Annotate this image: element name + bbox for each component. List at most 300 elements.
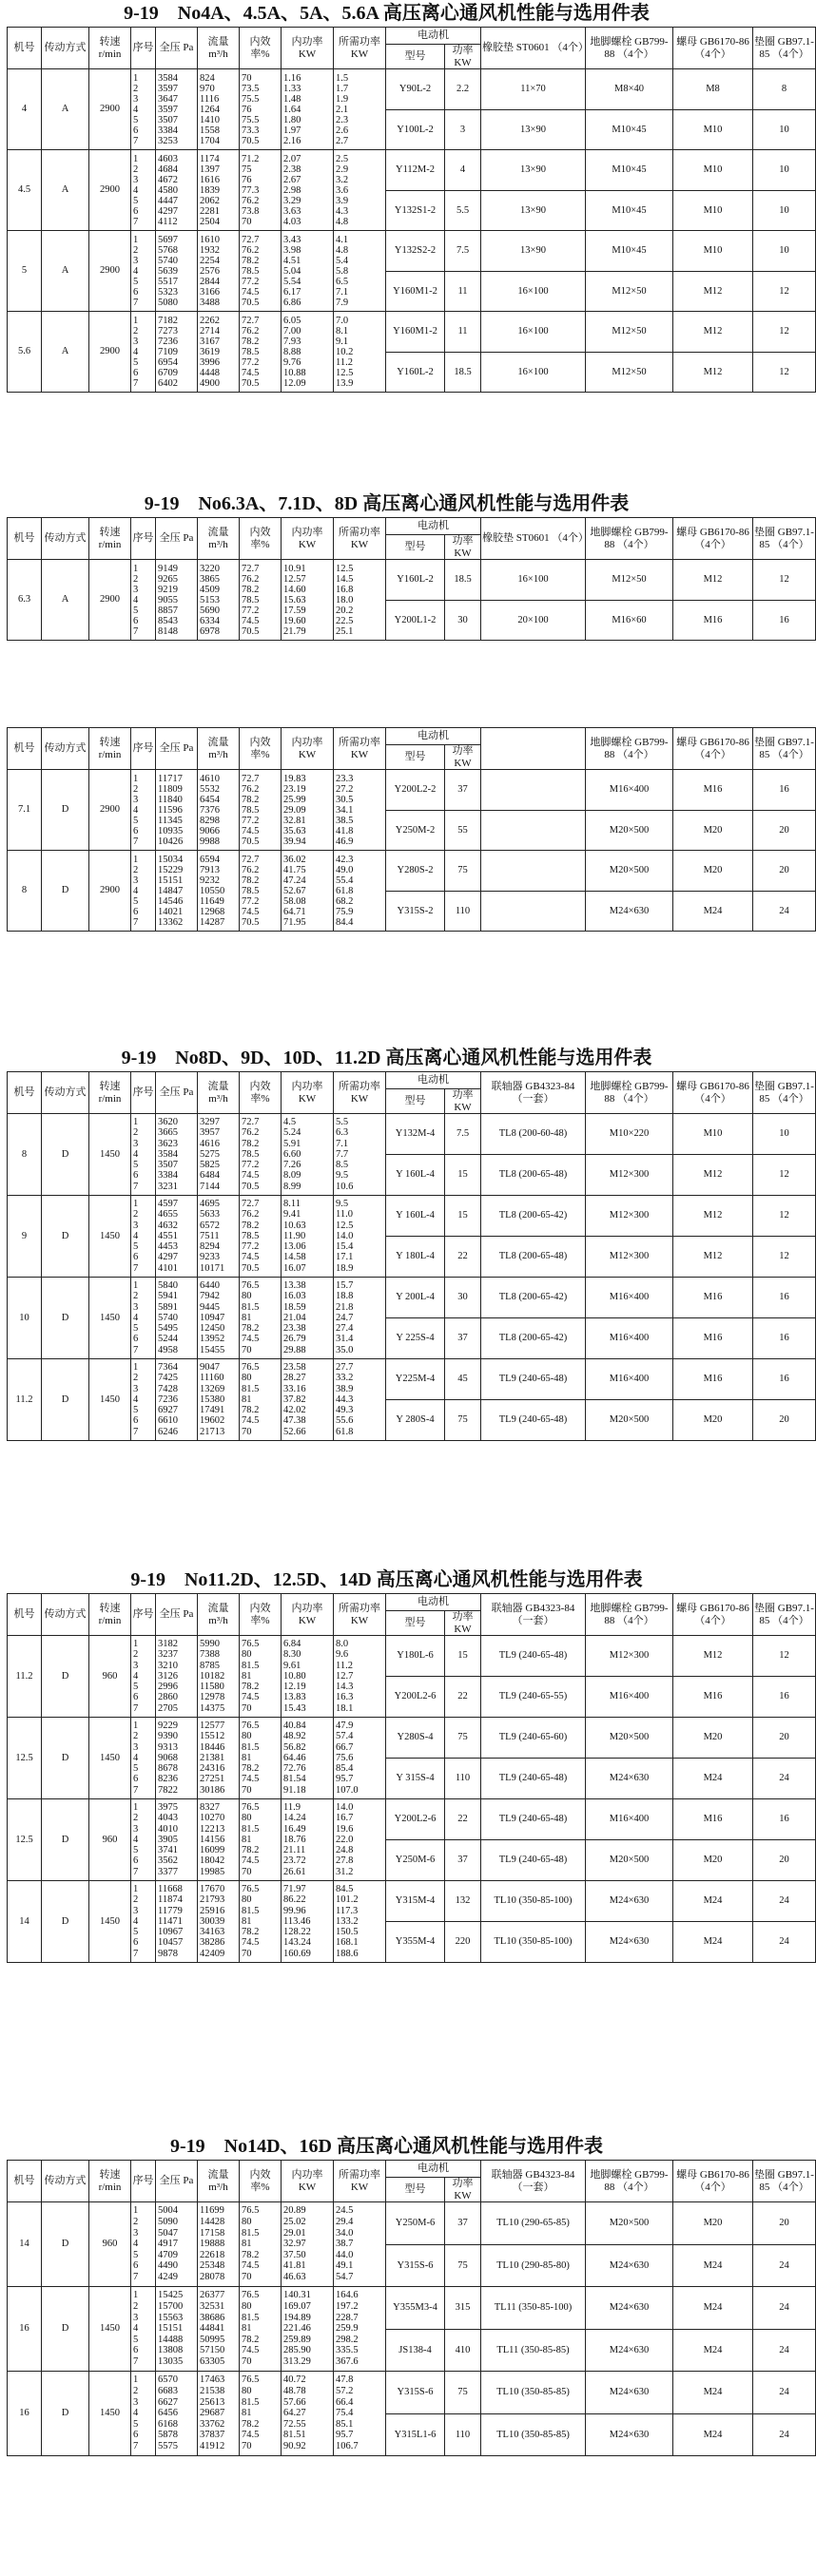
required-power-list-value: 2.3 (336, 114, 349, 125)
power-list-value: 9.76 (283, 356, 301, 368)
seq-list-value: 3 (133, 2227, 139, 2239)
seq-list-value: 1 (133, 153, 139, 164)
washer: 10 (753, 110, 816, 150)
required-power-list-value: 49.1 (336, 2260, 354, 2272)
nut: M12 (673, 560, 753, 601)
motor-power: 18.5 (445, 560, 481, 601)
group-row (8, 1799, 816, 1840)
motor-model: Y280S-4 (386, 1718, 445, 1759)
speed: 960 (89, 1636, 131, 1718)
required-power-list-value: 66.7 (336, 1741, 354, 1753)
drive-type: D (42, 1799, 89, 1881)
flow-list-value: 824 (200, 72, 215, 84)
seq-list-value: 6 (133, 125, 139, 136)
pressure-list-value: 5639 (158, 265, 178, 277)
washer: 24 (753, 2414, 816, 2456)
efficiency-list-value: 80 (242, 2301, 252, 2313)
seq-list-value: 1 (133, 2290, 139, 2301)
speed: 2900 (89, 851, 131, 932)
motor-model: Y200L1-2 (386, 601, 445, 641)
speed: 2900 (89, 69, 131, 150)
washer: 16 (753, 1359, 816, 1400)
flow-list-value: 57150 (200, 2345, 225, 2356)
power-list-value: 26.79 (283, 1334, 306, 1345)
col-header-eff: 内效率% (240, 1594, 282, 1636)
seq-list-value: 5 (133, 1763, 139, 1775)
drive-type: D (42, 851, 89, 932)
required-power-list-value: 228.7 (336, 2312, 359, 2323)
efficiency-list-value: 76.2 (242, 783, 260, 795)
nut: M20 (673, 1400, 753, 1441)
efficiency-list-value: 76.5 (242, 2290, 260, 2301)
power-list-value: 64.71 (283, 906, 306, 917)
col-header-washer: 垫圈 GB97.1-85 （4个） (753, 518, 816, 560)
seq-list (131, 1278, 156, 1359)
seq-list-value: 7 (133, 916, 139, 928)
blank-cell (481, 892, 586, 932)
drive-type: D (42, 1718, 89, 1799)
efficiency-list (240, 69, 282, 150)
power-list-value: 15.43 (283, 1702, 306, 1714)
required-power-list-value: 75.9 (336, 906, 354, 917)
power-list-value: 46.63 (283, 2271, 306, 2282)
flow-list-value: 4695 (200, 1199, 220, 1210)
seq-list-value: 5 (133, 895, 139, 907)
power-list-value: 48.78 (283, 2386, 306, 2397)
coupling: TL10 (350-85-100) (481, 1881, 586, 1922)
anchor-bolt: M12×50 (586, 312, 673, 353)
flow-list-value: 2504 (200, 216, 220, 227)
efficiency-list-value: 77.2 (242, 895, 260, 907)
pressure-list-value: 5495 (158, 1323, 178, 1335)
power-list-value: 86.22 (283, 1894, 306, 1906)
efficiency-list-value: 78.2 (242, 1220, 260, 1231)
flow-list-value: 3166 (200, 286, 220, 298)
seq-list-value: 3 (133, 1220, 139, 1231)
col-header-mpower: 功率 KW (445, 535, 481, 560)
seq-list-value: 6 (133, 1252, 139, 1263)
motor-model: Y160L-2 (386, 560, 445, 601)
rubber-pad: 20×100 (481, 601, 586, 641)
efficiency-list-value: 72.7 (242, 1117, 260, 1128)
col-header-washer: 垫圈 GB97.1-85 （4个） (753, 2161, 816, 2202)
motor-model: Y200L2-2 (386, 770, 445, 811)
pressure-list-value: 10457 (158, 1937, 184, 1949)
col-header-pressure: 全压 Pa (156, 2161, 198, 2202)
col-header-coupling: 联轴器 GB4323-84 （一套） (481, 1072, 586, 1114)
flow-list-value: 29687 (200, 2408, 225, 2419)
power-list-value: 6.86 (283, 297, 301, 308)
power-list-value: 6.05 (283, 315, 301, 326)
seq-list-value: 2 (133, 864, 139, 875)
nut: M12 (673, 1155, 753, 1196)
pressure-list-value: 4010 (158, 1823, 178, 1835)
flow-list-value: 63305 (200, 2355, 225, 2367)
efficiency-list-value: 78.5 (242, 1148, 260, 1160)
flow-list-value: 3865 (200, 573, 220, 585)
power-list-value: 128.22 (283, 1927, 311, 1938)
col-header-bolt: 地脚螺栓 GB799-88 （4个） (586, 2161, 673, 2202)
power-list-value: 47.38 (283, 1415, 306, 1427)
col-header-bolt: 地脚螺栓 GB799-88 （4个） (586, 1072, 673, 1114)
seq-list-value: 6 (133, 615, 139, 626)
power-list-value: 72.55 (283, 2418, 306, 2430)
col-header-motor: 电动机 (386, 2161, 481, 2178)
required-power-list-value: 9.6 (336, 1649, 349, 1661)
efficiency-list-value: 81 (242, 1670, 252, 1682)
pressure-list-value: 13035 (158, 2355, 184, 2367)
required-power-list-value: 1.7 (336, 83, 349, 94)
seq-list-value: 5 (133, 195, 139, 206)
motor-power: 11 (445, 312, 481, 353)
efficiency-list-value: 78.2 (242, 336, 260, 347)
required-power-list (334, 1359, 386, 1441)
motor-model: Y225M-4 (386, 1359, 445, 1400)
power-list-value: 64.46 (283, 1752, 306, 1763)
required-power-list-value: 11.2 (336, 1660, 353, 1671)
efficiency-list-value: 76.5 (242, 1362, 260, 1374)
fan-table-section (0, 0, 814, 389)
efficiency-list-value: 70 (242, 1866, 252, 1877)
pressure-list-value: 4655 (158, 1209, 178, 1221)
efficiency-list-value: 80 (242, 1291, 252, 1302)
efficiency-list-value: 70.5 (242, 836, 260, 847)
flow-list-value: 8327 (200, 1802, 220, 1814)
flow-list-value: 6572 (200, 1220, 220, 1231)
pressure-list-value: 4490 (158, 2260, 178, 2272)
power-list-value: 42.02 (283, 1405, 306, 1416)
seq-list (131, 1636, 156, 1718)
required-power-list-value: 197.2 (336, 2301, 359, 2313)
washer: 10 (753, 1114, 816, 1155)
efficiency-list (240, 1799, 282, 1881)
seq-list-value: 1 (133, 1884, 139, 1895)
required-power-list-value: 5.5 (336, 1117, 349, 1128)
seq-list-value: 6 (133, 1692, 139, 1703)
motor-model: Y250M-6 (386, 2202, 445, 2245)
seq-list-value: 1 (133, 773, 139, 784)
required-power-list (334, 1114, 386, 1196)
efficiency-list-value: 76.5 (242, 1280, 260, 1292)
power-list-value: 7.93 (283, 336, 301, 347)
pressure-list-value: 8857 (158, 605, 178, 616)
seq-list-value: 2 (133, 163, 139, 175)
machine-no: 14 (8, 2202, 42, 2287)
required-power-list-value: 11.2 (336, 356, 353, 368)
col-header-drive: 传动方式 (42, 28, 89, 69)
speed: 1450 (89, 2372, 131, 2456)
pressure-list-value: 9229 (158, 1721, 178, 1732)
efficiency-list-value: 70.5 (242, 377, 260, 389)
nut: M20 (673, 811, 753, 851)
motor-power: 2.2 (445, 69, 481, 110)
col-header-req-power: 所需功率 KW (334, 728, 386, 770)
pressure-list-value: 5575 (158, 2440, 178, 2451)
efficiency-list-value: 77.3 (242, 184, 260, 196)
seq-list (131, 1718, 156, 1799)
pressure-list-value: 5697 (158, 234, 178, 245)
power-list-value: 12.19 (283, 1682, 306, 1693)
efficiency-list-value: 80 (242, 1894, 252, 1906)
motor-model: Y250M-2 (386, 811, 445, 851)
machine-no: 12.5 (8, 1799, 42, 1881)
washer: 12 (753, 1196, 816, 1237)
flow-list-value: 6594 (200, 854, 220, 865)
efficiency-list-value: 76 (242, 104, 252, 115)
power-list-value: 6.84 (283, 1639, 301, 1650)
flow-list-value: 9988 (200, 836, 220, 847)
efficiency-list-value: 78.2 (242, 794, 260, 805)
pressure-list-value: 5768 (158, 244, 178, 256)
pressure-list (156, 2287, 198, 2372)
seq-list (131, 1799, 156, 1881)
seq-list-value: 6 (133, 2430, 139, 2441)
col-header-eff: 内效率% (240, 1072, 282, 1114)
motor-model: Y 280S-4 (386, 1400, 445, 1441)
pressure-list-value: 7364 (158, 1362, 178, 1374)
flow-list-value: 2262 (200, 315, 220, 326)
seq-list-value: 2 (133, 2386, 139, 2397)
power-list-value: 23.72 (283, 1855, 306, 1867)
flow-list-value: 13269 (200, 1383, 225, 1394)
seq-list-value: 2 (133, 1813, 139, 1824)
efficiency-list-value: 78.2 (242, 2334, 260, 2345)
anchor-bolt: M24×630 (586, 2372, 673, 2414)
nut: M24 (673, 1759, 753, 1799)
pressure-list-value: 3584 (158, 1148, 178, 1160)
pressure-list-value: 5878 (158, 2430, 178, 2441)
flow-list-value: 32531 (200, 2301, 225, 2313)
required-power-list-value: 2.6 (336, 125, 349, 136)
seq-list-value: 2 (133, 573, 139, 585)
col-header-eff: 内效率% (240, 28, 282, 69)
seq-list-value: 5 (133, 815, 139, 826)
required-power-list-value: 5.8 (336, 265, 349, 277)
seq-list-value: 1 (133, 1802, 139, 1814)
efficiency-list-value: 70.5 (242, 297, 260, 308)
required-power-list-value: 30.5 (336, 794, 354, 805)
washer: 16 (753, 601, 816, 641)
pressure-list-value: 2996 (158, 1682, 178, 1693)
efficiency-list-value: 74.5 (242, 1937, 260, 1949)
efficiency-list-value: 77.2 (242, 1160, 260, 1171)
pressure-list-value: 15563 (158, 2312, 184, 2323)
power-list-value: 17.59 (283, 605, 306, 616)
pressure-list-value: 6456 (158, 2408, 178, 2419)
rubber-pad: 13×90 (481, 150, 586, 191)
pressure-list-value: 3584 (158, 72, 178, 84)
machine-no: 5 (8, 231, 42, 312)
efficiency-list-value: 81.5 (242, 1823, 260, 1835)
pressure-list-value: 4917 (158, 2239, 178, 2250)
seq-list-value: 6 (133, 1774, 139, 1785)
required-power-list-value: 24.8 (336, 1845, 354, 1856)
seq-list (131, 1196, 156, 1278)
speed: 2900 (89, 150, 131, 231)
seq-list (131, 150, 156, 231)
washer: 10 (753, 150, 816, 191)
performance-table (7, 727, 816, 932)
required-power-list-value: 27.4 (336, 1323, 354, 1335)
required-power-list-value: 34.1 (336, 804, 354, 816)
machine-no: 11.2 (8, 1636, 42, 1718)
required-power-list-value: 101.2 (336, 1894, 359, 1906)
flow-list-value: 2254 (200, 255, 220, 266)
efficiency-list-value: 72.7 (242, 1199, 260, 1210)
col-header-drive: 传动方式 (42, 728, 89, 770)
required-power-list-value: 4.3 (336, 205, 349, 217)
power-list-value: 9.41 (283, 1209, 301, 1221)
flow-list-value: 10182 (200, 1670, 225, 1682)
power-list-value: 33.16 (283, 1383, 306, 1394)
required-power-list-value: 21.8 (336, 1301, 354, 1313)
section-title: 9-19 No6.3A、7.1D、8D 高压离心通风机性能与选用件表 (144, 493, 630, 514)
col-header-bolt: 地脚螺栓 GB799-88 （4个） (586, 518, 673, 560)
power-list-value: 19.60 (283, 615, 306, 626)
seq-list (131, 312, 156, 393)
pressure-list (156, 1718, 198, 1799)
seq-list-value: 5 (133, 605, 139, 616)
required-power-list (334, 1278, 386, 1359)
efficiency-list-value: 78.2 (242, 1763, 260, 1775)
flow-list-value: 17158 (200, 2227, 225, 2239)
efficiency-list (240, 1718, 282, 1799)
rubber-pad: 16×100 (481, 312, 586, 353)
pressure-list-value: 8678 (158, 1763, 178, 1775)
motor-model: Y355M3-4 (386, 2287, 445, 2330)
performance-table (7, 1071, 816, 1441)
flow-list-value: 8298 (200, 815, 220, 826)
seq-list-value: 7 (133, 1262, 139, 1274)
machine-no: 4 (8, 69, 42, 150)
pressure-list-value: 15034 (158, 854, 184, 865)
required-power-list (334, 851, 386, 932)
efficiency-list (240, 150, 282, 231)
efficiency-list-value: 80 (242, 2386, 252, 2397)
efficiency-list-value: 76.5 (242, 1639, 260, 1650)
motor-model: Y355M-4 (386, 1922, 445, 1963)
anchor-bolt: M16×400 (586, 770, 673, 811)
motor-model: Y315M-4 (386, 1881, 445, 1922)
pressure-list-value: 10935 (158, 825, 184, 836)
power-list-value: 9.61 (283, 1660, 301, 1671)
power-list-value: 40.84 (283, 1721, 306, 1732)
required-power-list-value: 18.9 (336, 1262, 354, 1274)
pressure-list-value: 3237 (158, 1649, 178, 1661)
power-list-value: 1.80 (283, 114, 301, 125)
flow-list-value: 12577 (200, 1721, 225, 1732)
efficiency-list-value: 70 (242, 1702, 252, 1714)
nut: M16 (673, 601, 753, 641)
efficiency-list-value: 75 (242, 163, 252, 175)
power-list-value: 36.02 (283, 854, 306, 865)
pressure-list-value: 11779 (158, 1905, 183, 1916)
flow-list-value: 11699 (200, 2205, 224, 2217)
seq-list-value: 2 (133, 1731, 139, 1742)
efficiency-list-value: 80 (242, 1813, 252, 1824)
washer: 16 (753, 1278, 816, 1318)
pressure-list-value: 2705 (158, 1702, 178, 1714)
required-power-list-value: 57.2 (336, 2386, 354, 2397)
motor-model: Y180L-6 (386, 1636, 445, 1677)
power-list-value: 47.24 (283, 875, 306, 886)
anchor-bolt: M24×630 (586, 1881, 673, 1922)
col-header-mpower: 功率 KW (445, 2178, 481, 2202)
efficiency-list-value: 80 (242, 2217, 252, 2228)
flow-list-value: 27251 (200, 1774, 225, 1785)
power-list-value: 3.43 (283, 234, 301, 245)
efficiency-list-value: 76.5 (242, 1884, 260, 1895)
pressure-list-value: 9390 (158, 1731, 178, 1742)
power-list-value: 16.03 (283, 1291, 306, 1302)
power-list-value: 1.64 (283, 104, 301, 115)
anchor-bolt: M20×500 (586, 851, 673, 892)
motor-power: 37 (445, 1840, 481, 1881)
power-list-value: 72.76 (283, 1763, 306, 1775)
pressure-list-value: 8148 (158, 625, 178, 637)
drive-type: A (42, 150, 89, 231)
power-list-value: 169.07 (283, 2301, 311, 2313)
power-list-value: 15.63 (283, 594, 306, 606)
required-power-list-value: 2.5 (336, 153, 349, 164)
col-header-flow: 流量 m³/h (198, 518, 240, 560)
nut: M24 (673, 2372, 753, 2414)
efficiency-list-value: 74.5 (242, 1692, 260, 1703)
col-header-washer: 垫圈 GB97.1-85 （4个） (753, 728, 816, 770)
blank-cell (481, 770, 586, 811)
required-power-list-value: 47.8 (336, 2374, 354, 2386)
machine-no: 4.5 (8, 150, 42, 231)
washer: 10 (753, 191, 816, 231)
motor-model: Y315L1-6 (386, 2414, 445, 2456)
motor-model: Y315S-2 (386, 892, 445, 932)
seq-list-value: 3 (133, 1741, 139, 1753)
nut: M20 (673, 1718, 753, 1759)
required-power-list-value: 49.0 (336, 864, 354, 875)
required-power-list-value: 188.6 (336, 1948, 359, 1959)
col-header-flow: 流量 m³/h (198, 728, 240, 770)
power-list (282, 1799, 334, 1881)
flow-list-value: 1410 (200, 114, 220, 125)
power-list-value: 41.81 (283, 2260, 306, 2272)
motor-model: Y 180L-4 (386, 1237, 445, 1278)
flow-list-value: 22618 (200, 2249, 225, 2260)
required-power-list-value: 22.5 (336, 615, 354, 626)
seq-list-value: 2 (133, 2301, 139, 2313)
flow-list-value: 14156 (200, 1834, 225, 1845)
col-header-nut: 螺母 GB6170-86 （4个） (673, 1594, 753, 1636)
efficiency-list (240, 312, 282, 393)
motor-power: 315 (445, 2287, 481, 2330)
power-list-value: 4.51 (283, 255, 301, 266)
efficiency-list-value: 81.5 (242, 1905, 260, 1916)
performance-table (7, 517, 816, 641)
pressure-list (156, 2202, 198, 2287)
flow-list-value: 7511 (200, 1230, 220, 1241)
efficiency-list-value: 76.2 (242, 195, 260, 206)
efficiency-list-value: 81.5 (242, 1741, 260, 1753)
drive-type: A (42, 69, 89, 150)
pressure-list-value: 15229 (158, 864, 184, 875)
required-power-list-value: 95.7 (336, 1774, 354, 1785)
required-power-list-value: 17.1 (336, 1252, 354, 1263)
flow-list-value: 5532 (200, 783, 220, 795)
seq-list-value: 5 (133, 2249, 139, 2260)
seq-list-value: 2 (133, 244, 139, 256)
required-power-list-value: 24.5 (336, 2205, 354, 2217)
washer: 12 (753, 272, 816, 312)
seq-list-value: 4 (133, 594, 139, 606)
